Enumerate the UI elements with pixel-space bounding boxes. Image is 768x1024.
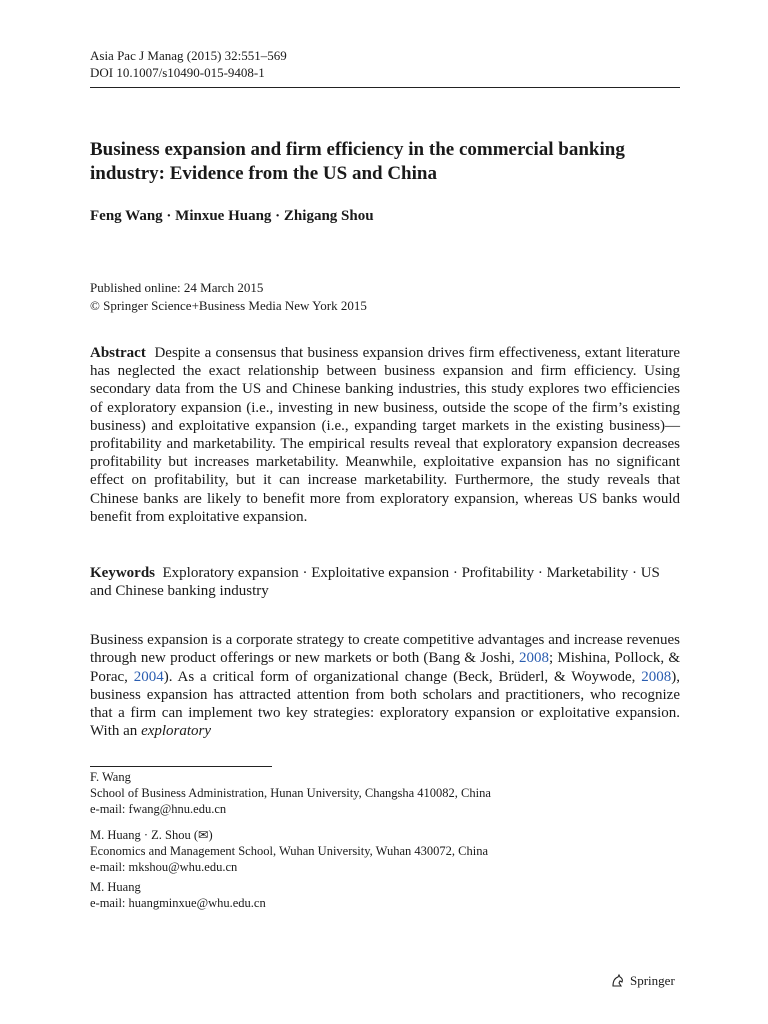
header-rule [90, 87, 680, 88]
publisher-name: Springer [630, 973, 675, 988]
footnote-name: M. Huang · Z. Shou (✉) [90, 828, 213, 842]
doi[interactable]: DOI 10.1007/s10490-015-9408-1 [90, 65, 265, 80]
footnote-affiliation: School of Business Administration, Hunan University, Changsha 410082, China [90, 786, 491, 800]
article-title: Business expansion and firm efficiency in the commercial banking industry: Evidence from the US and China [90, 139, 625, 184]
journal-header [90, 47, 287, 81]
keywords [90, 564, 680, 600]
footnote-rule [90, 766, 272, 767]
citation-link[interactable]: 2004 [133, 668, 164, 685]
abstract-text: Despite a consensus that business expansion drives firm effectiveness, extant literature has neglected the exact relationship between business expansion and firm efficiency. Using secondary data from the US and Chinese banking industries, this study explores two efficiencies of exploratory expansion (i.e., investing in new business, outside the scope of the firm’s existing business) and exploitative expansion (i.e., expanding target markets in the existing business)—profitability and marketability. The empirical results reveal that exploratory expansion decreases profitability but increases marketability. Meanwhile, exploitative expansion has no significant effect on profitability, but it can increase marketability. Furthermore, the study reveals that Chinese banks are likely to benefit more from exploratory expansion, whereas US banks would benefit from exploitative expansion. [90, 345, 681, 525]
body-text-segment: Business expansion is a corporate strategy to create competitive advantages and increase revenues through new product offerings or new markets or both (Bang & Joshi, [90, 632, 680, 667]
body-text-segment: ). As a critical form of organizational change (Beck, Brüderl, & Woywode, [163, 668, 642, 685]
footnote-affiliation: Economics and Management School, Wuhan University, Wuhan 430072, China [90, 844, 488, 858]
author-list: Feng Wang · Minxue Huang · Zhigang Shou [90, 208, 374, 224]
citation-link[interactable]: 2008 [519, 650, 549, 667]
footnote-email[interactable]: e-mail: huangminxue@whu.edu.cn [90, 896, 266, 910]
abstract [90, 344, 680, 526]
keywords-text: Exploratory expansion · Exploitative expansion · Profitability · Marketability · US and Chinese banking industry [90, 565, 660, 600]
body-text-segment: ), business expansion has attracted attention from both scholars and practitioners, who recognize that a firm can implement two key strategies: exploratory expansion or exploitative expansion. With an [90, 668, 681, 740]
footnote-name: M. Huang [90, 880, 141, 894]
body-paragraph [90, 631, 680, 741]
body-text-segment: ; Mishina, Pollock, & Porac, [90, 650, 680, 685]
published-date: Published online: 24 March 2015 [90, 280, 264, 295]
footnote-email[interactable]: e-mail: mkshou@whu.edu.cn [90, 860, 238, 874]
journal-citation: Asia Pac J Manag (2015) 32:551–569 [90, 48, 287, 63]
publisher-logo [610, 973, 675, 989]
keywords-label: Keywords [90, 565, 155, 581]
springer-horse-icon [610, 973, 626, 989]
footnote-name: F. Wang [90, 770, 131, 784]
body-text-italic: exploratory [141, 723, 212, 740]
publication-info [90, 279, 367, 315]
footnote-author-3 [90, 879, 266, 911]
footnote-author-1 [90, 769, 491, 817]
footnote-author-2 [90, 827, 488, 875]
footnote-email[interactable]: e-mail: fwang@hnu.edu.cn [90, 802, 227, 816]
copyright: © Springer Science+Business Media New York 2015 [90, 298, 367, 313]
citation-link[interactable]: 2008 [641, 668, 672, 685]
abstract-label: Abstract [90, 345, 146, 361]
